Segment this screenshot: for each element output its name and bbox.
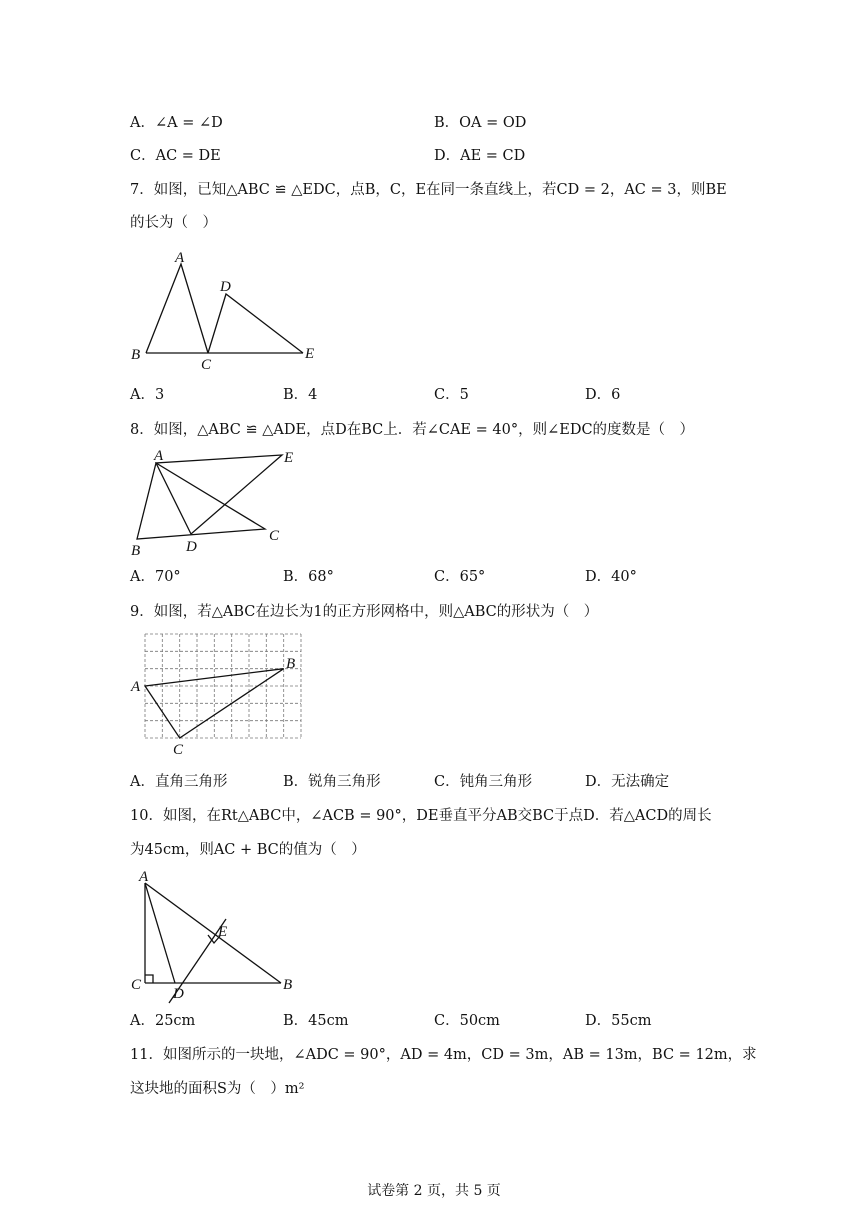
q10-stem-line2: 为45cm，则AC + BC的值为（ ）	[130, 842, 366, 858]
q7-stem-line1: 7．如图，已知△ABC ≌ △EDC，点B，C，E在同一条直线上，若CD = 2，AC = 3，则BE	[130, 182, 727, 198]
q8-option-d: D．40°	[585, 569, 637, 585]
q6-option-c: C．AC = DE	[130, 148, 221, 164]
q8-stem: 8．如图，△ABC ≌ △ADE，点D在BC上．若∠CAE = 40°，则∠EDC的度数是（ ）	[130, 422, 695, 438]
q10-label-a: A	[139, 869, 149, 885]
q10-option-a: A．25cm	[130, 1013, 196, 1029]
q10-label-b: B	[283, 977, 293, 993]
q8-option-b: B．68°	[283, 569, 334, 585]
q9-option-b: B．锐角三角形	[283, 774, 381, 790]
q10-label-c: C	[131, 977, 142, 993]
q8-label-c: C	[269, 528, 280, 544]
q6-option-b: B．OA = OD	[434, 115, 527, 131]
q8-figure	[125, 443, 315, 558]
q9-stem: 9．如图，若△ABC在边长为1的正方形网格中，则△ABC的形状为（ ）	[130, 604, 599, 620]
q7-label-a: A	[175, 250, 185, 266]
q7-label-b: B	[131, 347, 141, 363]
q7-triangle-abc-sides	[146, 264, 208, 353]
q8-triangle-abc	[137, 463, 265, 539]
q9-grid	[145, 634, 301, 738]
q6-option-a: A．∠A = ∠D	[130, 115, 223, 131]
q9-label-b: B	[286, 656, 296, 672]
q8-label-a: A	[154, 448, 164, 464]
q10-label-d: D	[173, 986, 184, 1002]
q10-option-c: C．50cm	[434, 1013, 500, 1029]
q9-option-d: D．无法确定	[585, 774, 670, 790]
q8-label-d: D	[186, 539, 197, 555]
q8-option-c: C．65°	[434, 569, 486, 585]
q10-segment-ad	[145, 883, 175, 983]
q6-option-d: D．AE = CD	[434, 148, 526, 164]
q9-option-a: A．直角三角形	[130, 774, 228, 790]
q10-label-e: E	[218, 924, 228, 940]
q10-option-b: B．45cm	[283, 1013, 349, 1029]
page-footer: 试卷第 2 页，共 5 页	[367, 1183, 501, 1199]
q7-option-b: B．4	[283, 387, 318, 403]
q7-label-e: E	[305, 346, 315, 362]
q8-triangle-ade	[156, 455, 282, 534]
q9-label-a: A	[131, 679, 141, 695]
q10-stem-line1: 10．如图，在Rt△ABC中，∠ACB = 90°，DE垂直平分AB交BC于点D．若△ACD的周长	[130, 808, 712, 824]
q8-option-a: A．70°	[130, 569, 181, 585]
q9-label-c: C	[173, 742, 184, 758]
q9-option-c: C．钝角三角形	[434, 774, 533, 790]
q10-right-angle-c	[145, 975, 153, 983]
q7-stem-line2: 的长为（ ）	[130, 215, 217, 231]
q10-figure	[125, 866, 305, 1006]
q7-option-c: C．5	[434, 387, 469, 403]
q10-side-ab	[145, 883, 281, 983]
q7-option-a: A．3	[130, 387, 165, 403]
q11-stem-line2: 这块地的面积S为（ ）m²	[130, 1081, 305, 1097]
q7-label-d: D	[220, 279, 231, 295]
q7-triangle-edc-sides	[208, 294, 303, 353]
q7-option-d: D．6	[585, 387, 621, 403]
q9-figure	[125, 628, 315, 760]
q11-stem-line1: 11．如图所示的一块地，∠ADC = 90°，AD = 4m，CD = 3m，AB = 13m，BC = 12m，求	[130, 1047, 757, 1063]
q10-option-d: D．55cm	[585, 1013, 652, 1029]
q7-label-c: C	[201, 357, 212, 373]
q8-label-b: B	[131, 543, 141, 558]
q7-figure	[125, 245, 325, 375]
q8-label-e: E	[284, 450, 294, 466]
